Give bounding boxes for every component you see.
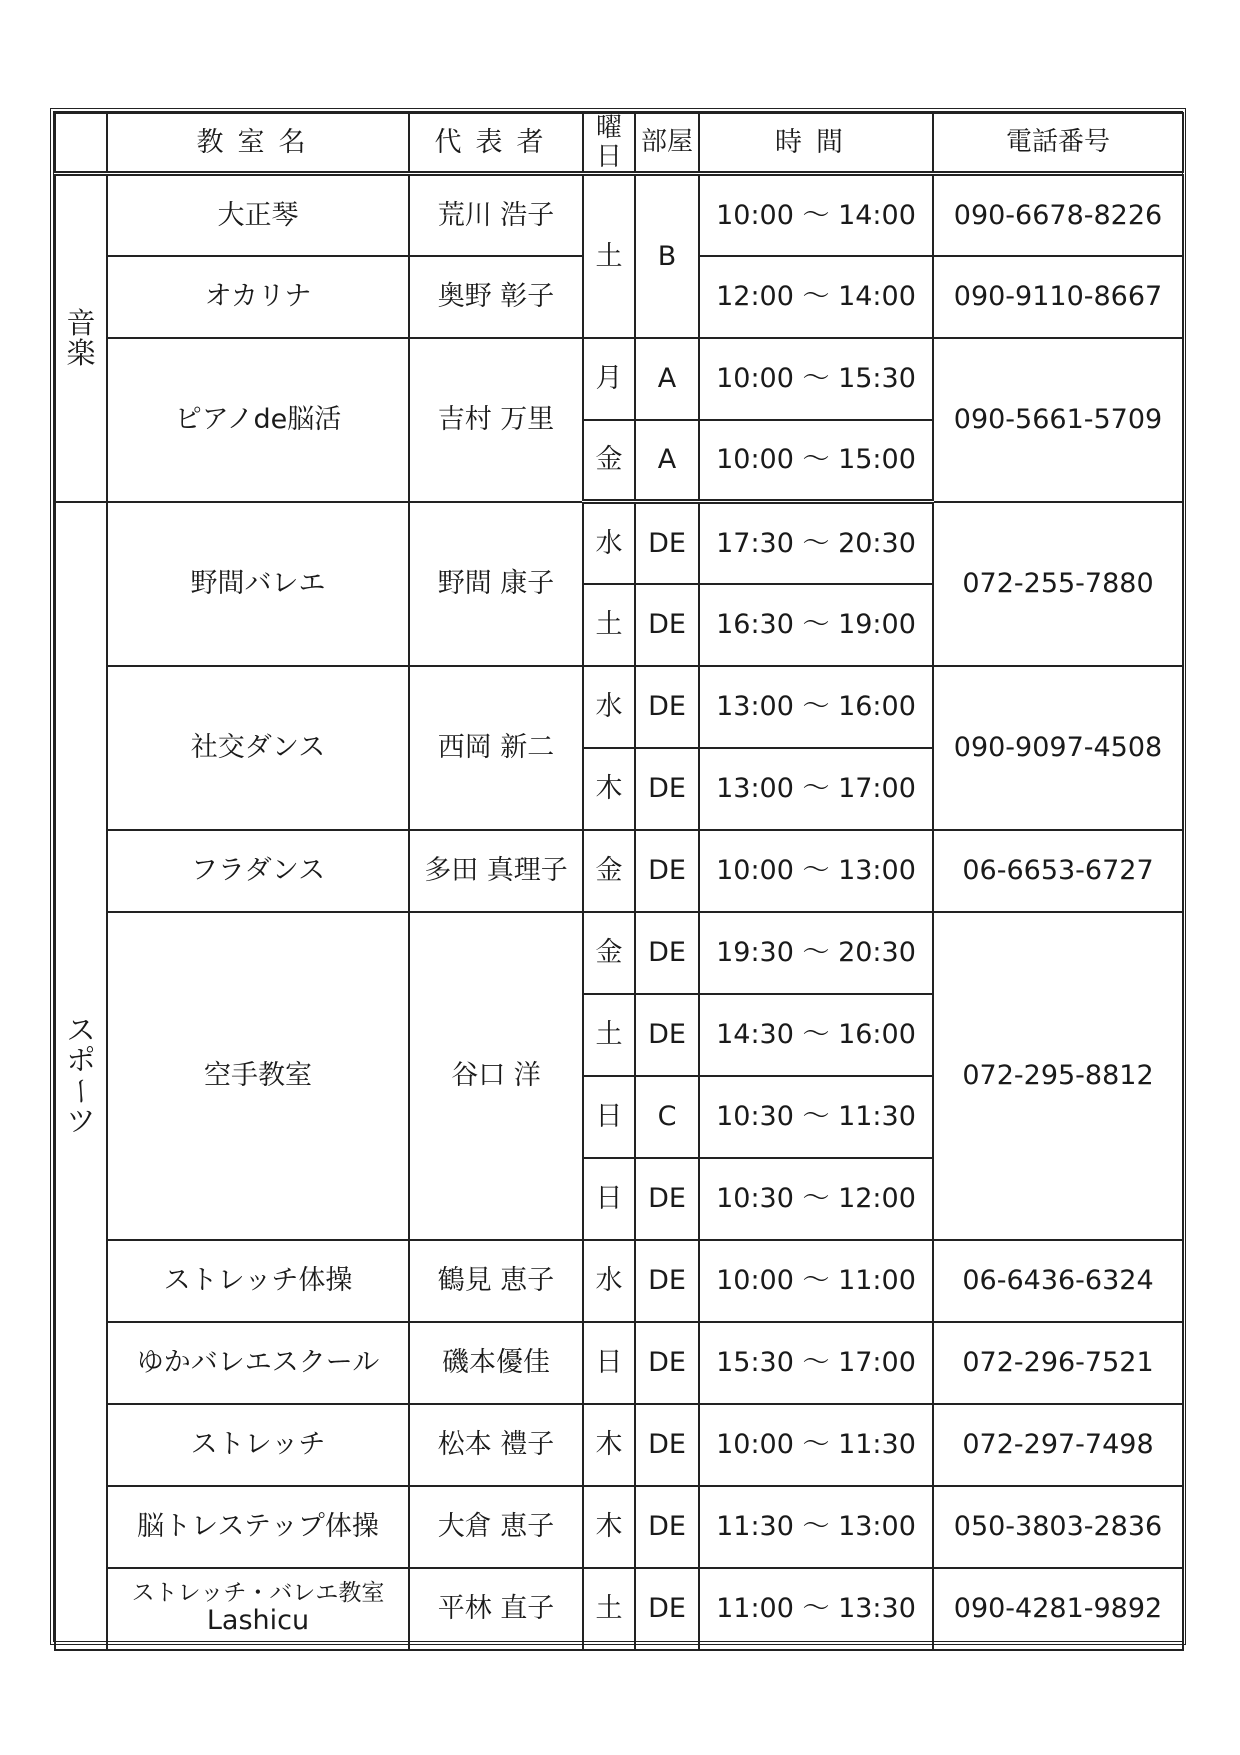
day: 水 xyxy=(583,1240,635,1322)
header-category xyxy=(55,113,107,174)
day: 日 xyxy=(583,1158,635,1240)
day: 日 xyxy=(583,1322,635,1404)
time: 10:30 ～ 12:00 xyxy=(699,1158,933,1240)
day: 土 xyxy=(583,994,635,1076)
representative: 平林 直子 xyxy=(409,1568,583,1650)
class-name: フラダンス xyxy=(107,830,409,912)
day: 木 xyxy=(583,1486,635,1568)
room: DE xyxy=(635,912,699,994)
room: DE xyxy=(635,666,699,748)
table-row xyxy=(55,1568,1183,1650)
room: DE xyxy=(635,830,699,912)
phone-number: 072-297-7498 xyxy=(933,1404,1183,1486)
class-name xyxy=(107,1568,409,1650)
time: 17:30 ～ 20:30 xyxy=(699,502,933,584)
header-room: 部屋 xyxy=(635,113,699,174)
day: 金 xyxy=(583,420,635,502)
representative: 吉村 万里 xyxy=(409,338,583,502)
time: 11:30 ～ 13:00 xyxy=(699,1486,933,1568)
room: DE xyxy=(635,502,699,584)
time: 13:00 ～ 16:00 xyxy=(699,666,933,748)
room: C xyxy=(635,1076,699,1158)
room: DE xyxy=(635,748,699,830)
phone-number: 090-5661-5709 xyxy=(933,338,1183,502)
category-label: ス ポ ー ツ xyxy=(64,1012,99,1139)
class-name: 社交ダンス xyxy=(107,666,409,830)
class-name: 大正琴 xyxy=(107,174,409,256)
room: DE xyxy=(635,1486,699,1568)
day: 土 xyxy=(583,174,635,338)
header-phone: 電話番号 xyxy=(933,113,1183,174)
class-name-line2: Lashicu xyxy=(206,1605,310,1637)
time: 10:00 ～ 13:00 xyxy=(699,830,933,912)
time: 10:30 ～ 11:30 xyxy=(699,1076,933,1158)
room: DE xyxy=(635,584,699,666)
class-name: ゆかバレエスクール xyxy=(107,1322,409,1404)
table-row xyxy=(55,1486,1183,1568)
representative: 鶴見 恵子 xyxy=(409,1240,583,1322)
header-row xyxy=(55,113,1183,174)
class-schedule-table xyxy=(54,112,1184,1651)
day: 月 xyxy=(583,338,635,420)
time: 10:00 ～ 11:00 xyxy=(699,1240,933,1322)
time: 10:00 ～ 15:00 xyxy=(699,420,933,502)
representative: 谷口 洋 xyxy=(409,912,583,1240)
class-name: ストレッチ体操 xyxy=(107,1240,409,1322)
phone-number: 06-6653-6727 xyxy=(933,830,1183,912)
header-time: 時間 xyxy=(699,113,933,174)
phone-number: 090-6678-8226 xyxy=(933,174,1183,256)
day: 水 xyxy=(583,502,635,584)
representative: 野間 康子 xyxy=(409,502,583,666)
room: DE xyxy=(635,1568,699,1650)
table-row xyxy=(55,1240,1183,1322)
time: 10:00 ～ 14:00 xyxy=(699,174,933,256)
class-name: ピアノde脳活 xyxy=(107,338,409,502)
room: DE xyxy=(635,1322,699,1404)
table-row xyxy=(55,174,1183,256)
class-name: 空手教室 xyxy=(107,912,409,1240)
room: DE xyxy=(635,1404,699,1486)
table-row xyxy=(55,830,1183,912)
representative: 奥野 彰子 xyxy=(409,256,583,338)
day: 金 xyxy=(583,830,635,912)
phone-number: 072-296-7521 xyxy=(933,1322,1183,1404)
phone-number: 090-9110-8667 xyxy=(933,256,1183,338)
table-row xyxy=(55,1404,1183,1486)
table-row xyxy=(55,666,1183,748)
time: 11:00 ～ 13:30 xyxy=(699,1568,933,1650)
time: 15:30 ～ 17:00 xyxy=(699,1322,933,1404)
phone-number: 06-6436-6324 xyxy=(933,1240,1183,1322)
schedule-sheet xyxy=(50,108,1186,1645)
phone-number: 090-9097-4508 xyxy=(933,666,1183,830)
day: 木 xyxy=(583,1404,635,1486)
category-music xyxy=(55,174,107,502)
representative: 磯本優佳 xyxy=(409,1322,583,1404)
time: 12:00 ～ 14:00 xyxy=(699,256,933,338)
representative: 西岡 新二 xyxy=(409,666,583,830)
phone-number: 072-255-7880 xyxy=(933,502,1183,666)
time: 14:30 ～ 16:00 xyxy=(699,994,933,1076)
day: 水 xyxy=(583,666,635,748)
room: DE xyxy=(635,1158,699,1240)
day: 木 xyxy=(583,748,635,830)
representative: 松本 禮子 xyxy=(409,1404,583,1486)
class-name-line1: ストレッチ・バレエ教室 xyxy=(131,1580,385,1607)
header-class-name: 教室名 xyxy=(107,113,409,174)
class-name: 野間バレエ xyxy=(107,502,409,666)
class-name: 脳トレステップ体操 xyxy=(107,1486,409,1568)
time: 10:00 ～ 11:30 xyxy=(699,1404,933,1486)
time: 10:00 ～ 15:30 xyxy=(699,338,933,420)
phone-number: 090-4281-9892 xyxy=(933,1568,1183,1650)
representative: 大倉 恵子 xyxy=(409,1486,583,1568)
representative: 多田 真理子 xyxy=(409,830,583,912)
table-row xyxy=(55,912,1183,994)
table-row xyxy=(55,1322,1183,1404)
day: 土 xyxy=(583,1568,635,1650)
phone-number: 050-3803-2836 xyxy=(933,1486,1183,1568)
day: 日 xyxy=(583,1076,635,1158)
category-sports xyxy=(55,502,107,1650)
room: B xyxy=(635,174,699,338)
room: DE xyxy=(635,1240,699,1322)
time: 13:00 ～ 17:00 xyxy=(699,748,933,830)
header-day: 曜日 xyxy=(583,113,635,174)
room: DE xyxy=(635,994,699,1076)
category-label: 音 楽 xyxy=(66,306,96,371)
phone-number: 072-295-8812 xyxy=(933,912,1183,1240)
time: 19:30 ～ 20:30 xyxy=(699,912,933,994)
time: 16:30 ～ 19:00 xyxy=(699,584,933,666)
day: 金 xyxy=(583,912,635,994)
day: 土 xyxy=(583,584,635,666)
class-name: ストレッチ xyxy=(107,1404,409,1486)
representative: 荒川 浩子 xyxy=(409,174,583,256)
class-name: オカリナ xyxy=(107,256,409,338)
room: A xyxy=(635,338,699,420)
header-representative: 代表者 xyxy=(409,113,583,174)
room: A xyxy=(635,420,699,502)
table-row xyxy=(55,502,1183,584)
table-row xyxy=(55,338,1183,420)
